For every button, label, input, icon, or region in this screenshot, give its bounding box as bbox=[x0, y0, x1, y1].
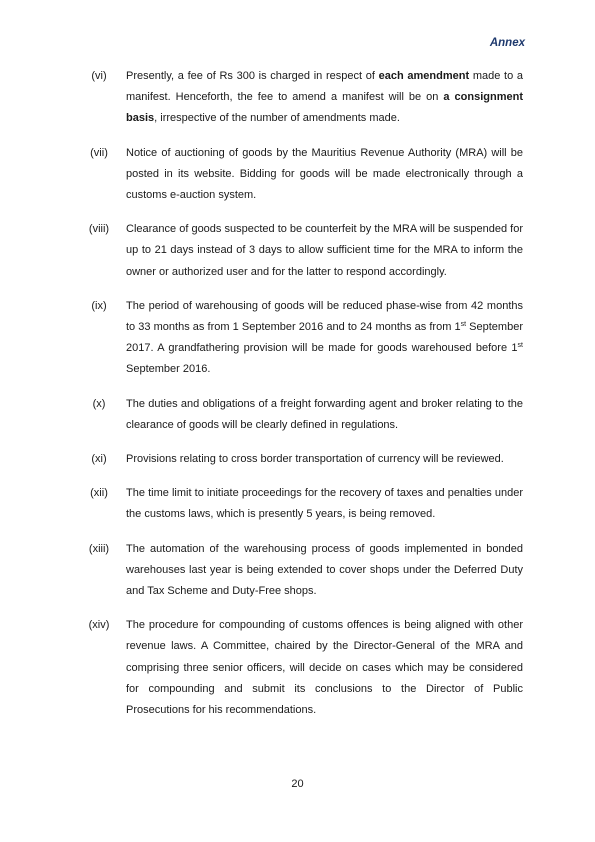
item-number: (xiii) bbox=[88, 542, 110, 555]
item-text: Provisions relating to cross border transportation of currency will be reviewed. bbox=[126, 453, 504, 466]
item-text bbox=[126, 296, 523, 381]
item-text-part: , irrespective of the number of amendments made. bbox=[154, 112, 400, 125]
item-number: (viii) bbox=[88, 223, 110, 236]
item-number: (xiv) bbox=[88, 619, 110, 632]
list-item bbox=[0, 449, 595, 470]
item-number: (xi) bbox=[91, 453, 107, 466]
item-number: (vii) bbox=[90, 146, 108, 159]
item-text-bold: each amendment bbox=[378, 70, 470, 82]
list-item bbox=[0, 483, 595, 525]
item-text: Notice of auctioning of goods by the Mauritius Revenue Authority (MRA) will be posted in its website. Bidding for goods will be made electronically through a customs e-auction system. bbox=[126, 146, 523, 202]
item-number: (vi) bbox=[91, 70, 107, 82]
list-item bbox=[0, 394, 595, 436]
item-text-part: September 2016. bbox=[126, 363, 211, 376]
list-item bbox=[0, 539, 595, 603]
item-text-part: Presently, a fee of Rs 300 is charged in respect of bbox=[126, 70, 379, 82]
ordinal-suffix: st bbox=[460, 321, 467, 329]
measures-list bbox=[0, 66, 595, 734]
item-text: The procedure for compounding of customs offences is being aligned with other revenue laws. A Committee, chaired by the Director-General of the MRA and comprising three senior officers, will decide on cases which may be considered for compounding and submit its conclusions to the Director of Public Prosecutions for his recommendations. bbox=[126, 619, 523, 717]
list-item bbox=[0, 615, 595, 721]
item-text: Clearance of goods suspected to be counterfeit by the MRA will be suspended for up to 21 days instead of 3 days to allow sufficient time for the MRA to inform the owner or authorized user and for the latter to respond accordingly. bbox=[126, 223, 523, 278]
item-number: (xii) bbox=[90, 487, 108, 500]
item-text-part: September 2017. A grandfathering provision will be made for goods warehoused before 1 bbox=[126, 321, 523, 355]
item-text: The time limit to initiate proceedings for the recovery of taxes and penalties under the customs laws, which is presently 5 years, is being removed. bbox=[126, 487, 523, 521]
item-text bbox=[126, 66, 523, 130]
item-text: The automation of the warehousing process of goods implemented in bonded warehouses last year is being extended to cover shops under the Deferred Duty and Tax Scheme and Duty-Free shops. bbox=[126, 542, 523, 598]
item-number: (ix) bbox=[91, 299, 107, 312]
item-text-part: The period of warehousing of goods will be reduced phase-wise from 42 months to 33 months as from 1 September 2016 and to 24 months as from 1 bbox=[126, 299, 523, 334]
item-text: The duties and obligations of a freight forwarding agent and broker relating to the clearance of goods will be clearly defined in regulations. bbox=[126, 397, 523, 431]
item-text-part: made to a manifest. Henceforth, the fee to amend a manifest will be on bbox=[126, 70, 524, 104]
list-item bbox=[0, 219, 595, 283]
list-item bbox=[0, 296, 595, 381]
list-item bbox=[0, 143, 595, 207]
annex-header: Annex bbox=[489, 37, 525, 49]
list-item bbox=[0, 66, 595, 130]
page-number: 20 bbox=[291, 778, 304, 790]
item-text-bold: a consignment basis bbox=[126, 91, 523, 125]
item-number: (x) bbox=[92, 397, 106, 410]
ordinal-suffix: st bbox=[517, 342, 523, 350]
